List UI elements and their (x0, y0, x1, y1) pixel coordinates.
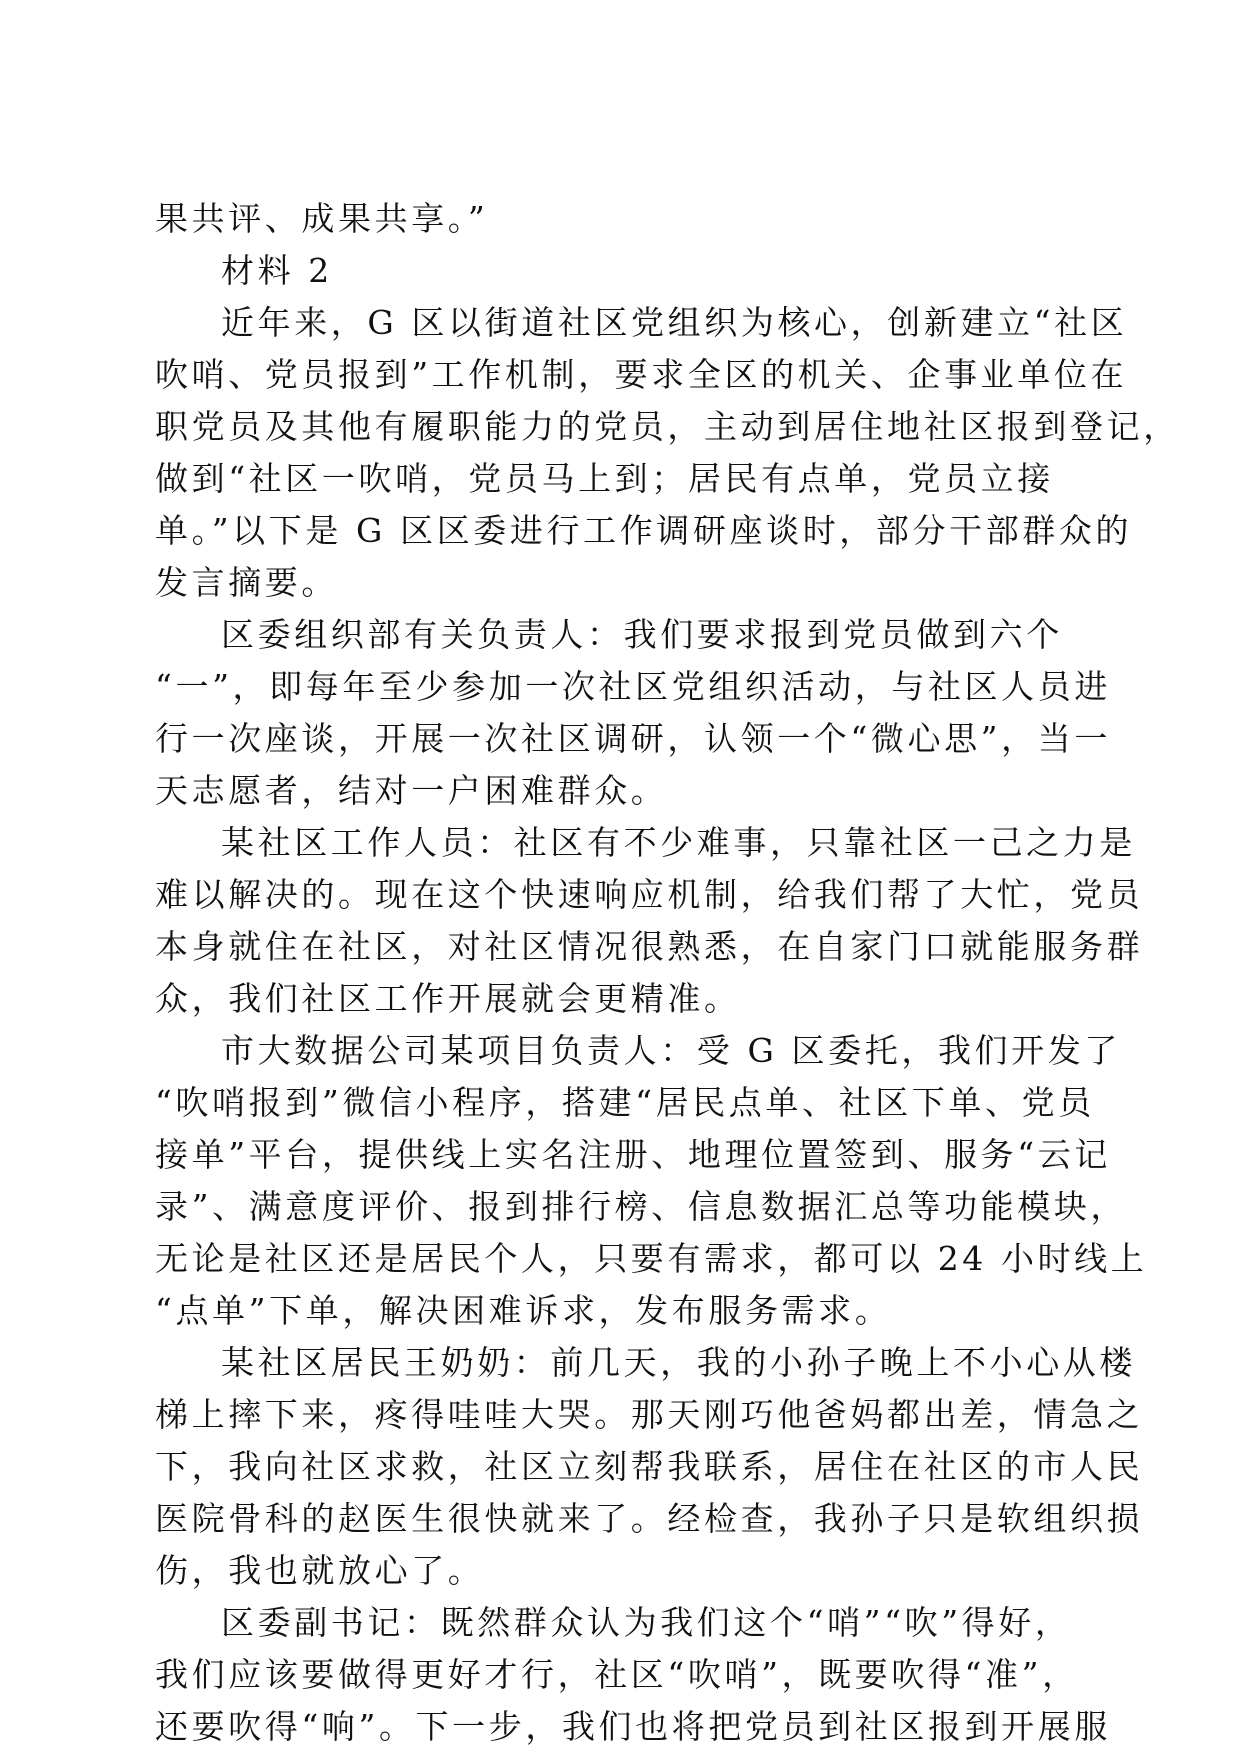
text-line: 某社区居民王奶奶：前几天，我的小孙子晚上不小心从楼 (221, 1343, 1136, 1382)
text-line: 难以解决的。现在这个快速响应机制，给我们帮了大忙，党员 (155, 875, 1144, 914)
text-line: 众，我们社区工作开展就会更精准。 (155, 979, 741, 1018)
text-line: 区委副书记：既然群众认为我们这个“哨”“吹”得好， (221, 1603, 1072, 1642)
text-line: 录”、满意度评价、报到排行榜、信息数据汇总等功能模块， (155, 1187, 1128, 1226)
text-line: 我们应该要做得更好才行，社区“吹哨”，既要吹得“准”， (155, 1655, 1079, 1694)
text-line: 无论是社区还是居民个人，只要有需求，都可以 24 小时线上 (155, 1239, 1148, 1278)
text-line: 做到“社区一吹哨，党员马上到；居民有点单，党员立接 (155, 459, 1054, 498)
text-line: 还要吹得“响”。下一步，我们也将把党员到社区报到开展服 (155, 1707, 1111, 1746)
text-line: 医院骨科的赵医生很快就来了。经检查，我孙子只是软组织损 (155, 1499, 1144, 1538)
text-line: 市大数据公司某项目负责人：受 G 区委托，我们开发了 (221, 1031, 1121, 1070)
text-line: 本身就住在社区，对社区情况很熟悉，在自家门口就能服务群 (155, 927, 1144, 966)
text-line: 吹哨、党员报到”工作机制，要求全区的机关、企事业单位在 (155, 355, 1128, 394)
text-line: 近年来，G 区以街道社区党组织为核心，创新建立“社区 (221, 303, 1128, 342)
text-line: 区委组织部有关负责人：我们要求报到党员做到六个 (221, 615, 1063, 654)
text-line: 行一次座谈，开展一次社区调研，认领一个“微心思”，当一 (155, 719, 1111, 758)
text-line: “吹哨报到”微信小程序，搭建“居民点单、社区下单、党员 (155, 1083, 1095, 1122)
text-line: 天志愿者，结对一户困难群众。 (155, 771, 668, 810)
text-line: 单。”以下是 G 区区委进行工作调研座谈时，部分干部群众的 (155, 511, 1133, 550)
text-line: 伤，我也就放心了。 (155, 1551, 485, 1590)
text-line: 下，我向社区求救，社区立刻帮我联系，居住在社区的市人民 (155, 1447, 1144, 1486)
text-line: 接单”平台，提供线上实名注册、地理位置签到、服务“云记 (155, 1135, 1111, 1174)
text-line: 发言摘要。 (155, 563, 338, 602)
text-line: “一”，即每年至少参加一次社区党组织活动，与社区人员进 (155, 667, 1111, 706)
text-line: 梯上摔下来，疼得哇哇大哭。那天刚巧他爸妈都出差，情急之 (155, 1395, 1144, 1434)
text-line: 果共评、成果共享。” (155, 199, 489, 238)
text-line: 某社区工作人员：社区有不少难事，只靠社区一己之力是 (221, 823, 1136, 862)
section-heading: 材料 2 (221, 251, 333, 290)
text-line: 职党员及其他有履职能力的党员，主动到居住地社区报到登记， (155, 407, 1180, 446)
text-line: “点单”下单，解决困难诉求，发布服务需求。 (155, 1291, 892, 1330)
body-text (155, 193, 1180, 1753)
